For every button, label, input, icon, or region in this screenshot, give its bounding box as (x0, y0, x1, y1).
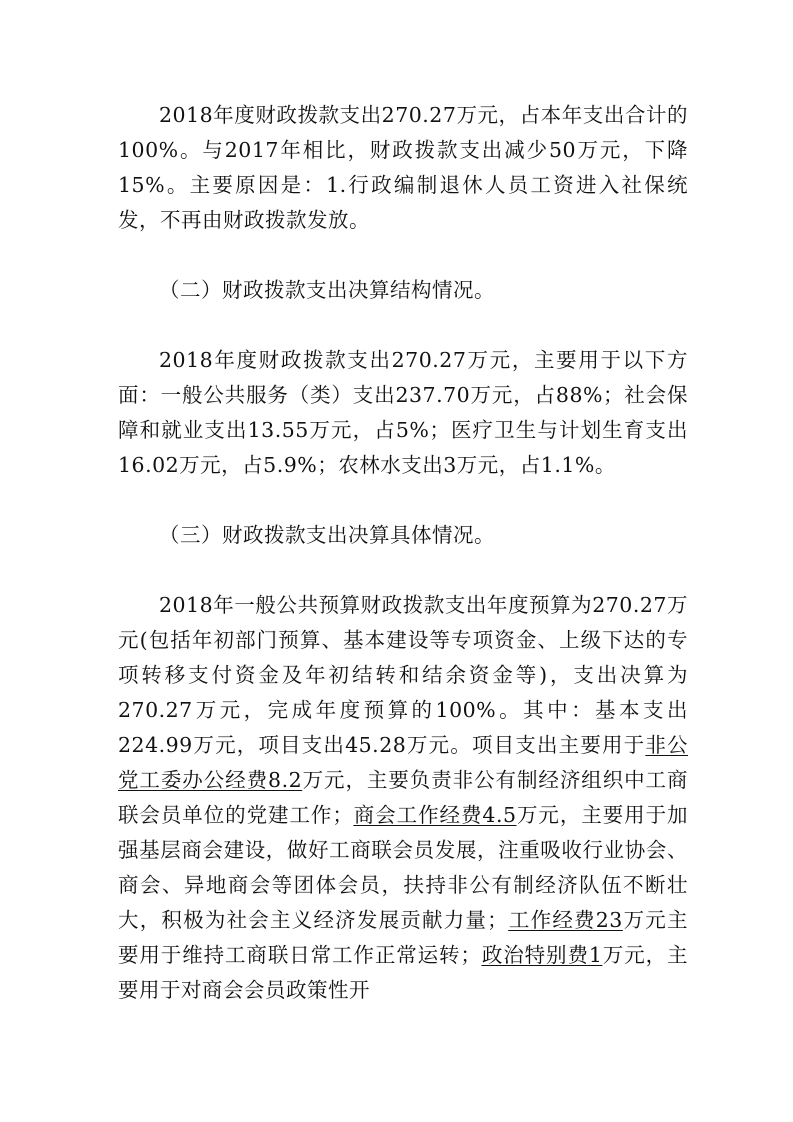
underlined-item-party-office-fund: 非公党工委办公经费8.2 (118, 733, 688, 792)
document-page (118, 98, 688, 1008)
underlined-item-chamber-work-fund: 商会工作经费4.5 (353, 803, 517, 827)
details-text-5: 万元，主要用于对商会会员政策性开 (118, 943, 689, 1002)
underlined-item-work-fund: 工作经费23 (508, 908, 623, 932)
heading-details: （三）财政拨款支出决算具体情况。 (159, 523, 495, 547)
heading-structure: （二）财政拨款支出决算结构情况。 (159, 278, 495, 302)
details-text-3: 万元，主要用于加强基层商会建设，做好工商联会员发展，注重吸收行业协会、商会、异地商会等团体会员，扶持非公有制经济队伍不断壮大，积极为社会主义经济发展贡献力量； (118, 803, 689, 932)
details-text-1: 2018年一般公共预算财政拨款支出年度预算为270.27万元(包括年初部门预算、基本建设等专项资金、上级下达的专项转移支付资金及年初结转和结余资金等)，支出决算为270.27万元，完成年度预算的100%。其中：基本支出224.99万元，项目支出45.28万元。项目支出主要用于 (118, 593, 688, 757)
spacer (118, 553, 688, 588)
spacer (118, 308, 688, 343)
details-text-2: 万元，主要负责非公有制经济组织中工商联会员单位的党建工作； (118, 768, 688, 827)
paragraph-expenditure-details (118, 588, 688, 1008)
spacer (118, 238, 688, 273)
spacer (118, 483, 688, 518)
details-text-4: 万元主要用于维持工商联日常工作正常运转； (118, 908, 689, 967)
paragraph-expenditure-structure: 2018年度财政拨款支出270.27万元，主要用于以下方面：一般公共服务（类）支出237.70万元，占88%；社会保障和就业支出13.55万元，占5%；医疗卫生与计划生育支出16.02万元，占5.9%；农林水支出3万元，占1.1%。 (118, 348, 688, 477)
underlined-item-political-special-fund: 政治特别费1 (481, 943, 603, 967)
paragraph-expenditure-overview: 2018年度财政拨款支出270.27万元，占本年支出合计的100%。与2017年相比，财政拨款支出减少50万元，下降15%。主要原因是：1.行政编制退休人员工资进入社保统发，不再由财政拨款发放。 (118, 103, 688, 232)
